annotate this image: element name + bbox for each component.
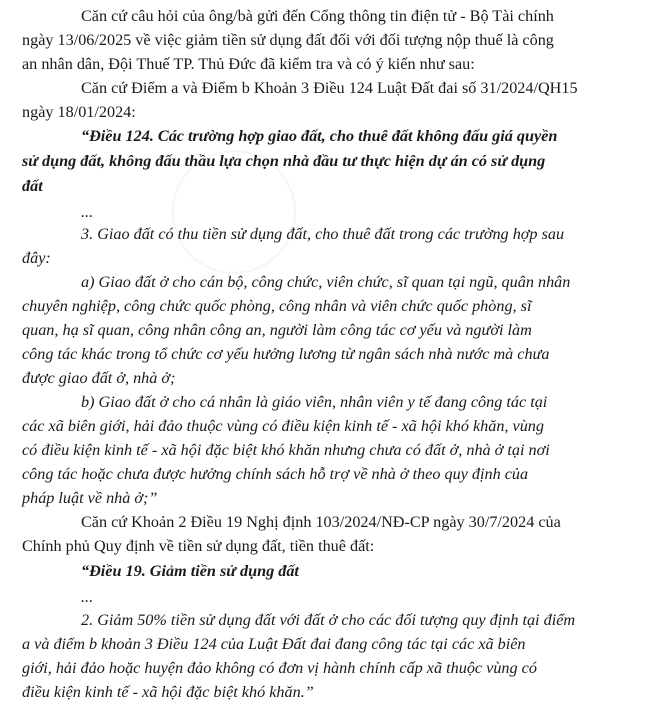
quoted-text-line: chuyên nghiệp, công chức quốc phòng, công nhân và viên chức quốc phòng, sĩ [22,297,532,315]
quoted-text-line: quan, hạ sĩ quan, công nhân công an, người làm công tác cơ yếu và người làm [22,321,532,339]
quoted-text-line: công tác khác trong tổ chức cơ yếu hưởng lương từ ngân sách nhà nước mà chưa [22,345,550,363]
quoted-text-line: giới, hải đảo hoặc huyện đảo không có đơn vị hành chính cấp xã thuộc vùng có [22,659,537,677]
text-line: ngày 13/06/2025 về việc giảm tiền sử dụng đất đối với đối tượng nộp thuế là công [22,31,554,49]
quoted-text-line: có điều kiện kinh tế - xã hội đặc biệt khó khăn nhưng chưa có đất ở, nhà ở tại nơi [22,441,550,459]
quoted-text-line: đây: [22,249,51,267]
quoted-text-line: 3. Giao đất có thu tiền sử dụng đất, cho thuê đất trong các trường hợp sau [81,225,565,243]
quoted-text-line: a và điểm b khoản 3 Điều 124 của Luật Đất đai đang công tác tại các xã biên [22,635,526,653]
quoted-text-line: a) Giao đất ở cho cán bộ, công chức, viên chức, sĩ quan tại ngũ, quân nhân [81,273,571,291]
quoted-text-line: các xã biên giới, hải đảo thuộc vùng có điều kiện kinh tế - xã hội khó khăn, vùng [22,417,544,435]
article-heading-line: đất [22,177,43,195]
quoted-text-line: b) Giao đất ở cho cá nhân là giáo viên, nhân viên y tế đang công tác tại [81,393,548,411]
text-line: Căn cứ Khoản 2 Điều 19 Nghị định 103/2024/NĐ-CP ngày 30/7/2024 của [81,513,561,531]
text-line: an nhân dân, Đội Thuế TP. Thủ Đức đã kiểm tra và có ý kiến như sau: [22,55,475,73]
article-heading-line: “Điều 124. Các trường hợp giao đất, cho thuê đất không đấu giá quyền [81,127,558,145]
article-heading-line: sử dụng đất, không đấu thầu lựa chọn nhà đầu tư thực hiện dự án có sử dụng [22,152,546,170]
text-line: Căn cứ Điểm a và Điểm b Khoản 3 Điều 124 Luật Đất đai số 31/2024/QH15 [81,79,578,97]
text-line: ngày 18/01/2024: [22,103,136,121]
quoted-text-line: được giao đất ở, nhà ở; [22,369,176,387]
article-heading-line: “Điều 19. Giảm tiền sử dụng đất [81,562,299,580]
quoted-text-line: công tác hoặc chưa được hưởng chính sách hỗ trợ về nhà ở theo quy định của [22,465,529,483]
ellipsis-line: ... [81,203,94,221]
quoted-text-line: 2. Giảm 50% tiền sử dụng đất với đất ở cho các đối tượng quy định tại điểm [81,611,576,629]
text-line: Chính phủ Quy định về tiền sử dụng đất, tiền thuê đất: [22,537,375,555]
text-line: Căn cứ câu hỏi của ông/bà gửi đến Cổng thông tin điện tử - Bộ Tài chính [81,7,554,25]
ellipsis-line: ... [81,588,94,606]
quoted-text-line: điều kiện kinh tế - xã hội đặc biệt khó khăn.” [22,683,314,701]
quoted-text-line: pháp luật về nhà ở;” [22,489,158,507]
